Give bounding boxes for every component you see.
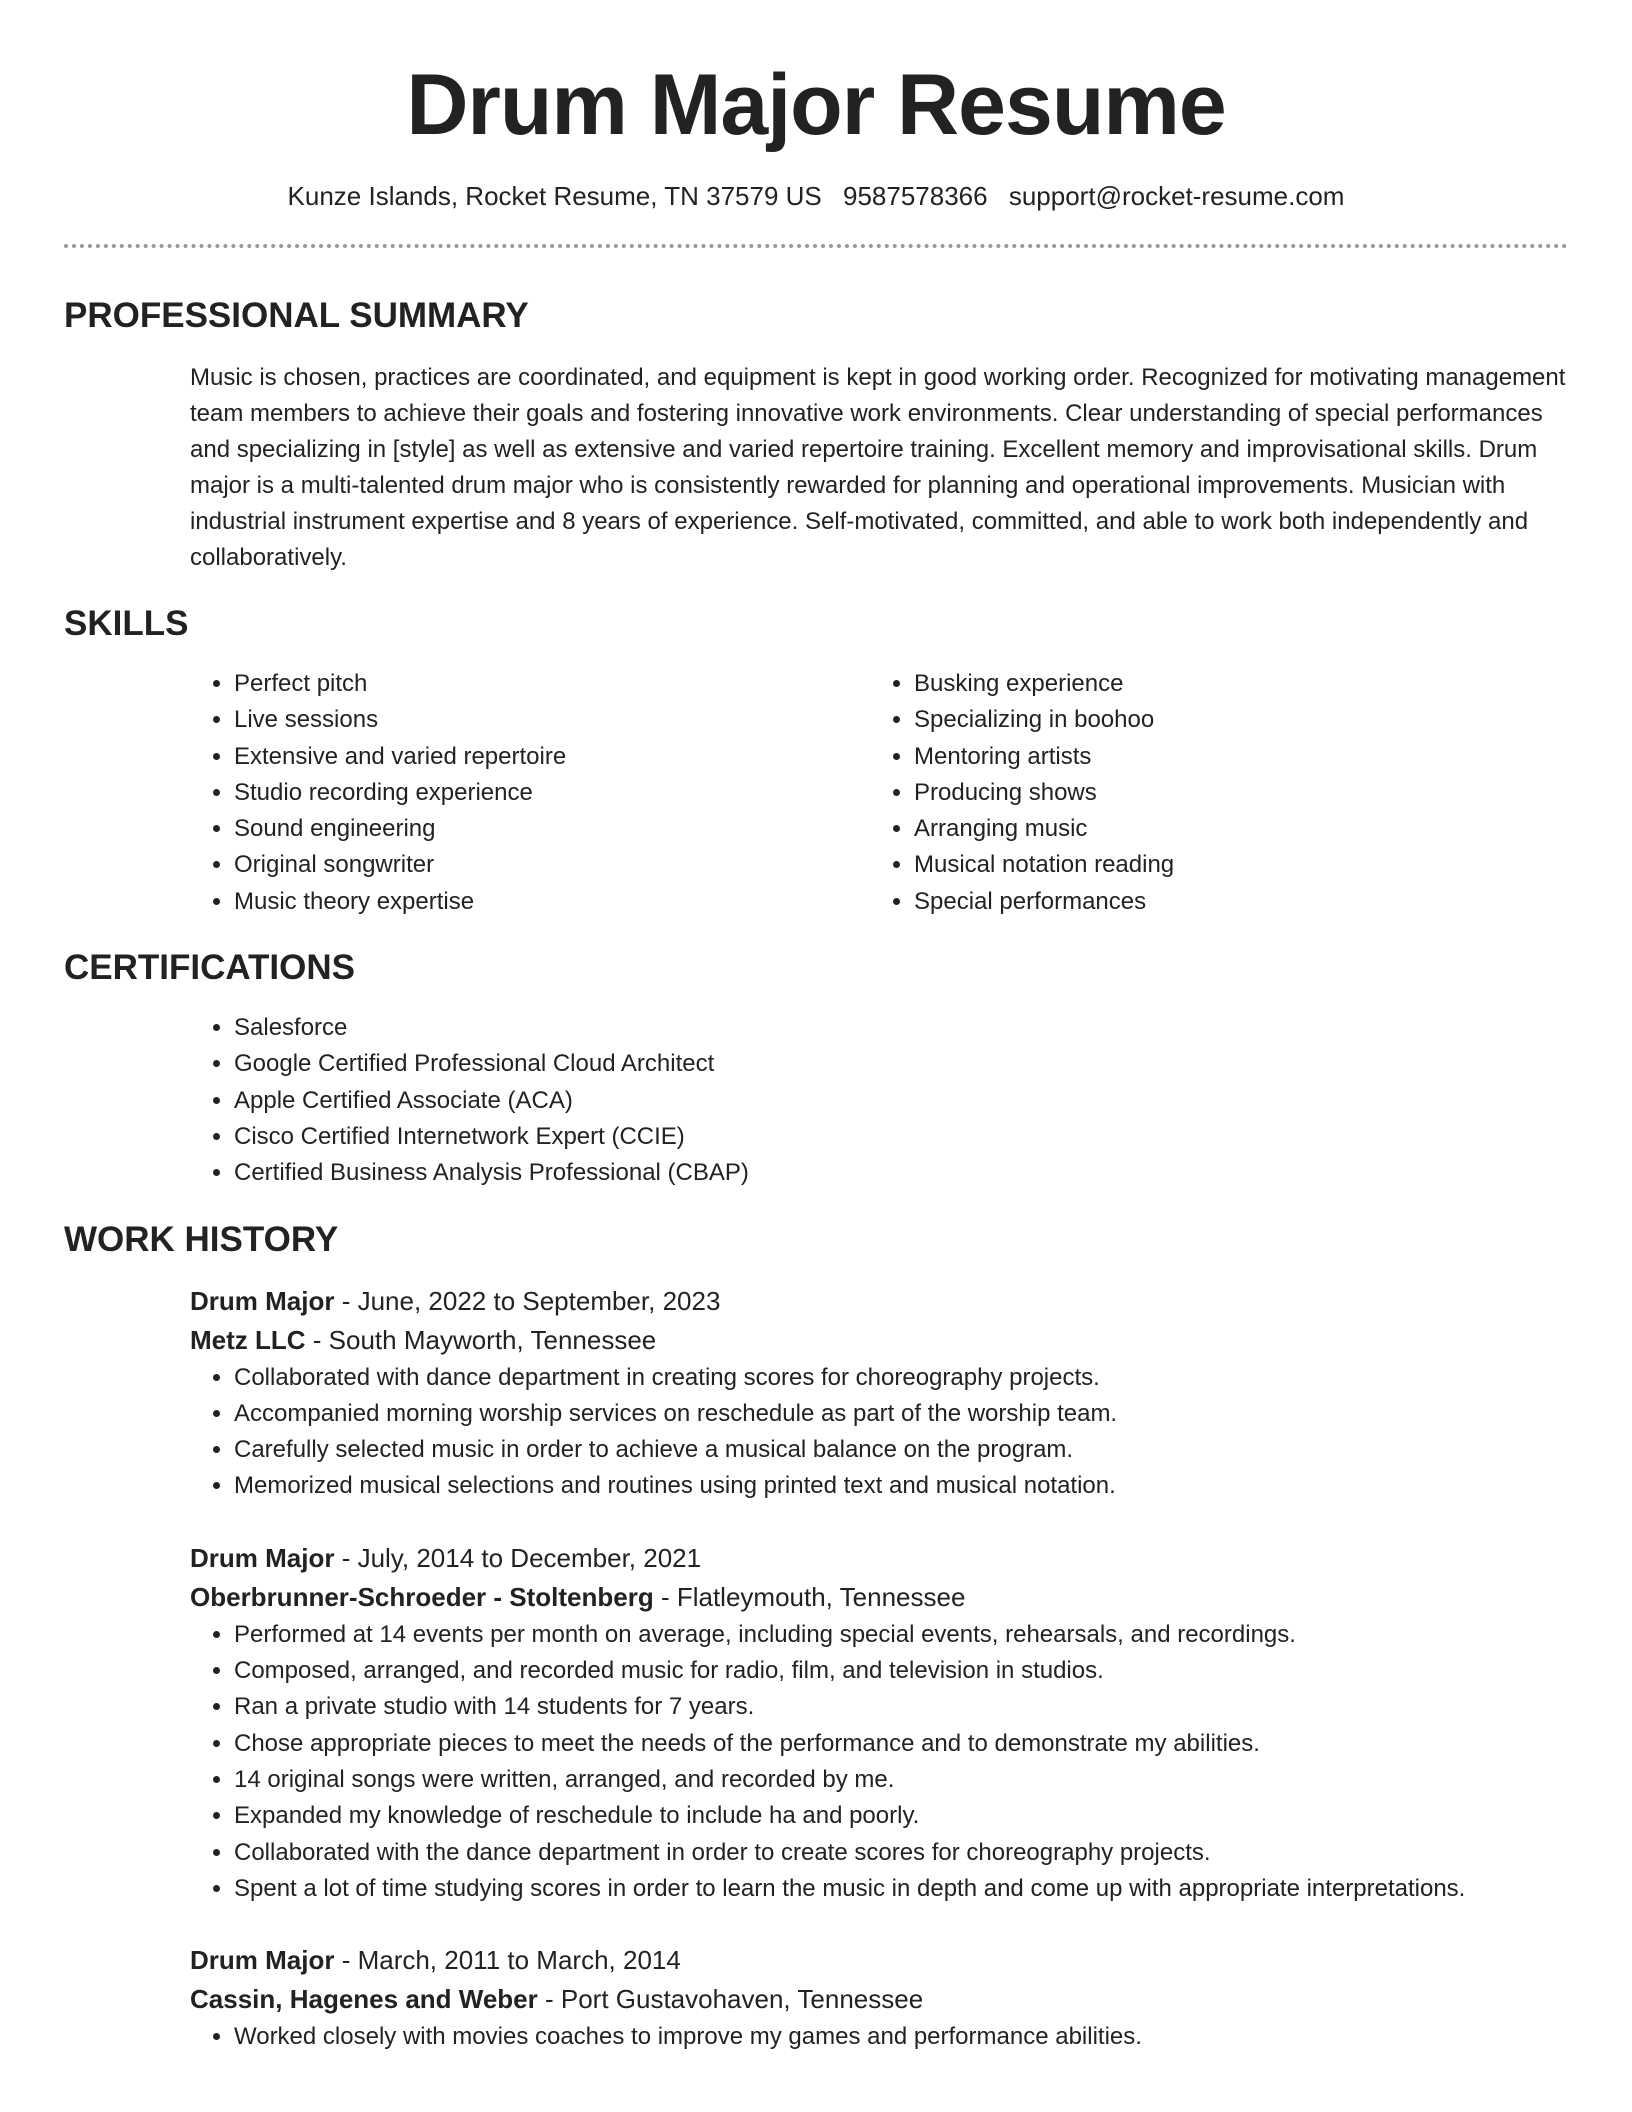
- job-location: - Port Gustavohaven, Tennessee: [537, 1984, 924, 2015]
- certification-list: [190, 1010, 1568, 1191]
- resume-title: Drum Major Resume: [406, 57, 1226, 153]
- job-bullet: • Composed, arranged, and recorded music for radio, film, and television in studios.: [234, 1653, 1568, 1689]
- skill-item: • Sound engineering: [234, 811, 870, 847]
- job-bullet-list: [190, 2019, 1568, 2055]
- job-bullet: • Collaborated with the dance department in order to create scores for choreography projects.: [234, 1835, 1568, 1871]
- skills-column-left: [190, 666, 870, 920]
- job-location: - South Mayworth, Tennessee: [305, 1324, 657, 1355]
- job-company-line: [190, 1980, 1568, 2019]
- section-heading-certifications: CERTIFICATIONS: [64, 948, 356, 988]
- skill-item: • Mentoring artists: [914, 739, 1550, 775]
- job-dates: - July, 2014 to December, 2021: [334, 1542, 702, 1573]
- job-title-line: [190, 1941, 1568, 1980]
- job-bullet: • Accompanied morning worship services on reschedule as part of the worship team.: [234, 1396, 1568, 1432]
- contact-phone: 9587578366: [843, 181, 988, 211]
- job-bullet: • Carefully selected music in order to achieve a musical balance on the program.: [234, 1432, 1568, 1468]
- job-location: - Flatleymouth, Tennessee: [653, 1581, 966, 1612]
- job-bullet-list: [190, 1360, 1568, 1505]
- contact-line: [64, 178, 1568, 214]
- certification-item: • Cisco Certified Internetwork Expert (CCIE): [234, 1119, 1568, 1155]
- job-dates: - June, 2022 to September, 2023: [334, 1285, 721, 1316]
- certification-item: • Certified Business Analysis Professional (CBAP): [234, 1155, 1568, 1191]
- job-bullet: • 14 original songs were written, arranged, and recorded by me.: [234, 1762, 1568, 1798]
- skill-item: • Producing shows: [914, 775, 1550, 811]
- skill-item: • Arranging music: [914, 811, 1550, 847]
- section-heading-summary: PROFESSIONAL SUMMARY: [64, 296, 529, 335]
- resume-page: [64, 0, 1568, 2055]
- job-company-line: [190, 1578, 1568, 1617]
- skill-item: • Studio recording experience: [234, 775, 870, 811]
- skill-item: • Music theory expertise: [234, 884, 870, 920]
- job-bullet: • Memorized musical selections and routines using printed text and musical notation.: [234, 1468, 1568, 1504]
- certification-item: • Apple Certified Associate (ACA): [234, 1083, 1568, 1119]
- job-company: Metz LLC: [190, 1324, 306, 1355]
- job-bullet: • Performed at 14 events per month on average, including special events, rehearsals, and recordings.: [234, 1617, 1568, 1653]
- skill-item: • Live sessions: [234, 702, 870, 738]
- skill-item: • Busking experience: [914, 666, 1550, 702]
- job-title-line: [190, 1539, 1568, 1578]
- certification-item: • Salesforce: [234, 1010, 1568, 1046]
- skills-columns: [190, 666, 1568, 920]
- skill-item: • Musical notation reading: [914, 847, 1550, 883]
- job-title: Drum Major: [190, 1285, 335, 1316]
- job-bullet: • Spent a lot of time studying scores in order to learn the music in depth and come up with appropriate interpretations.: [234, 1871, 1568, 1907]
- job-bullet: • Chose appropriate pieces to meet the needs of the performance and to demonstrate my abilities.: [234, 1726, 1568, 1762]
- job-entry: [190, 1941, 1568, 2055]
- job-company: Oberbrunner-Schroeder - Stoltenberg: [190, 1581, 654, 1612]
- skills-column-right: [870, 666, 1550, 920]
- contact-address: Kunze Islands, Rocket Resume, TN 37579 US: [287, 181, 822, 211]
- skill-item: • Perfect pitch: [234, 666, 870, 702]
- job-company-line: [190, 1321, 1568, 1360]
- contact-email: support@rocket-resume.com: [1008, 181, 1345, 211]
- job-dates: - March, 2011 to March, 2014: [334, 1945, 681, 1976]
- skill-item: • Special performances: [914, 884, 1550, 920]
- job-title-line: [190, 1282, 1568, 1321]
- section-heading-skills: SKILLS: [64, 604, 189, 643]
- section-heading-work-history: WORK HISTORY: [64, 1219, 339, 1259]
- certification-item: • Google Certified Professional Cloud Architect: [234, 1046, 1568, 1082]
- job-company: Cassin, Hagenes and Weber: [190, 1984, 538, 2015]
- job-title: Drum Major: [190, 1542, 335, 1573]
- job-entry: [190, 1539, 1568, 1907]
- header-divider: [64, 244, 1568, 248]
- job-bullet: • Collaborated with dance department in creating scores for choreography projects.: [234, 1360, 1568, 1396]
- summary-paragraph: Music is chosen, practices are coordinated, and equipment is kept in good working order. Recognized for motivating management team members to achieve their goals and fostering innovative work environments. Clear understanding of special performances and specializing in [style] as well as extensive and varied repertoire training. Excellent memory and improvisational skills. Drum major is a multi-talented drum major who is consistently rewarded for planning and operational improvements. Musician with industrial instrument expertise and 8 years of experience. Self-motivated, committed, and able to work both independently and collaboratively.: [190, 364, 1566, 571]
- skill-item: • Original songwriter: [234, 847, 870, 883]
- skill-item: • Extensive and varied repertoire: [234, 739, 870, 775]
- job-entry: [190, 1282, 1568, 1505]
- skill-item: • Specializing in boohoo: [914, 702, 1550, 738]
- job-bullet: • Worked closely with movies coaches to improve my games and performance abilities.: [234, 2019, 1568, 2055]
- job-bullet: • Expanded my knowledge of reschedule to include ha and poorly.: [234, 1798, 1568, 1834]
- job-bullet-list: [190, 1617, 1568, 1907]
- job-bullet: • Ran a private studio with 14 students for 7 years.: [234, 1689, 1568, 1725]
- job-title: Drum Major: [190, 1945, 335, 1976]
